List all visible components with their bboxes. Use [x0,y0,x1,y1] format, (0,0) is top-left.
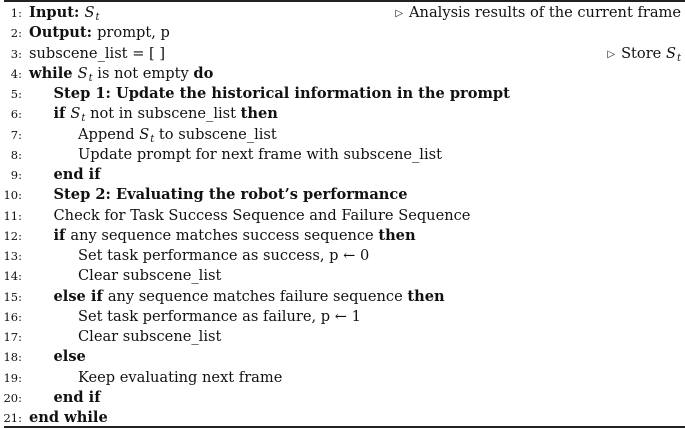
line-number: 4: [10,66,22,81]
line-number: 17: [3,330,22,344]
algorithm-line [0,64,685,84]
math-subscript: t [150,133,155,145]
math-subscript: t [81,113,86,125]
code-text: any sequence matches success sequence [70,226,379,244]
line-number: 8: [10,147,22,162]
keyword: then [378,226,416,244]
line-code [29,3,100,25]
math-symbol: S [665,44,676,62]
line-code [78,307,361,327]
code-text: Clear subscene_list [78,328,222,345]
line-code [54,206,471,226]
line-code [54,347,86,367]
code-text: Clear subscene_list [78,267,222,285]
algorithm-line [0,44,685,64]
algorithm-line [0,104,685,124]
line-code [54,185,408,205]
line-number: 11: [3,208,22,223]
keyword: do [193,64,214,82]
line-number: 7: [10,127,22,142]
line-code [29,23,170,43]
keyword: then [407,287,445,305]
line-number: 16: [3,309,22,324]
algorithm-line [0,347,685,367]
line-code [78,266,221,286]
math-subscript: t [676,52,681,64]
algorithm-line [0,368,685,388]
line-code [54,104,278,126]
line-number: 2: [10,26,22,41]
line-code [54,226,416,246]
math-subscript: t [88,72,93,84]
line-number: 12: [3,228,22,243]
algorithm-line [0,23,685,43]
math-symbol: S [139,125,150,143]
code-text: not in subscene_list [85,105,241,123]
line-code [54,287,445,307]
algorithm-line [0,246,685,266]
line-number: 5: [10,87,22,101]
algorithm-line [0,206,685,226]
algorithm-line [0,185,685,205]
code-text: Keep evaluating next frame [78,368,283,386]
line-number: 14: [3,269,22,284]
code-text: Append [78,125,140,143]
code-text: Check for Task Success Sequence and Failure Sequence [53,206,471,224]
keyword: then [240,105,278,123]
keyword: Input: [29,4,85,21]
algorithm-line [0,287,685,307]
line-code [54,165,101,185]
algorithm-line [0,3,685,23]
line-number: 10: [3,188,22,203]
math-symbol: S [84,4,95,21]
line-number: 20: [3,390,22,405]
code-text: Set task performance as success, p ← 0 [78,247,370,264]
line-code [78,246,369,266]
code-text: subscene_list = [ ] [29,44,166,62]
line-code [78,327,221,347]
code-text: Update prompt for next frame with subscene_list [78,145,442,163]
code-text: Set task performance as failure, p ← 1 [78,307,361,325]
line-code [29,64,213,86]
line-code [54,84,510,104]
code-text: any sequence matches failure sequence [107,287,408,305]
code-text: to subscene_list [154,125,277,143]
keyword: end if [53,166,101,183]
code-text: Store [621,44,666,62]
keyword: Step 1: Update the historical information in the prompt [53,85,510,102]
line-number: 15: [3,289,22,304]
algorithm-line [0,327,685,347]
algorithm-line [0,165,685,185]
top-rule [4,0,685,2]
math-subscript: t [95,12,100,23]
line-comment [607,44,681,66]
code-text: prompt, p [97,24,170,42]
keyword: while [29,64,78,82]
line-code [78,145,442,165]
line-number: 9: [10,168,22,182]
code-text: is not empty [92,64,194,82]
line-number: 1: [10,6,22,20]
keyword: else [53,348,86,366]
line-code [78,368,282,388]
line-number: 6: [10,107,22,122]
keyword: Step 2: Evaluating the robot’s performance [53,186,408,204]
algorithm-line [0,307,685,327]
algorithm-line [0,145,685,165]
keyword: end if [53,388,101,406]
keyword: end while [29,409,108,426]
line-code [54,388,101,408]
line-number: 18: [3,350,22,365]
keyword: if [53,226,71,244]
algorithm-line [0,125,685,145]
algorithm-line [0,84,685,104]
algorithm-line [0,266,685,286]
line-number: 21: [3,411,22,425]
comment-triangle-icon: ▷ [395,8,404,19]
keyword: if [53,105,71,123]
comment-triangle-icon: ▷ [607,48,616,60]
line-code [29,44,165,64]
algorithm-line [0,226,685,246]
keyword: else if [53,287,108,305]
algorithm-line [0,388,685,408]
line-number: 3: [10,46,22,61]
keyword: Output: [29,24,98,42]
line-comment [395,3,681,25]
line-code [78,125,277,147]
line-number: 19: [3,370,22,385]
line-number: 13: [3,249,22,263]
code-text: Analysis results of the current frame [409,4,681,21]
bottom-rule [4,426,685,428]
math-symbol: S [77,64,88,82]
math-symbol: S [70,105,81,123]
